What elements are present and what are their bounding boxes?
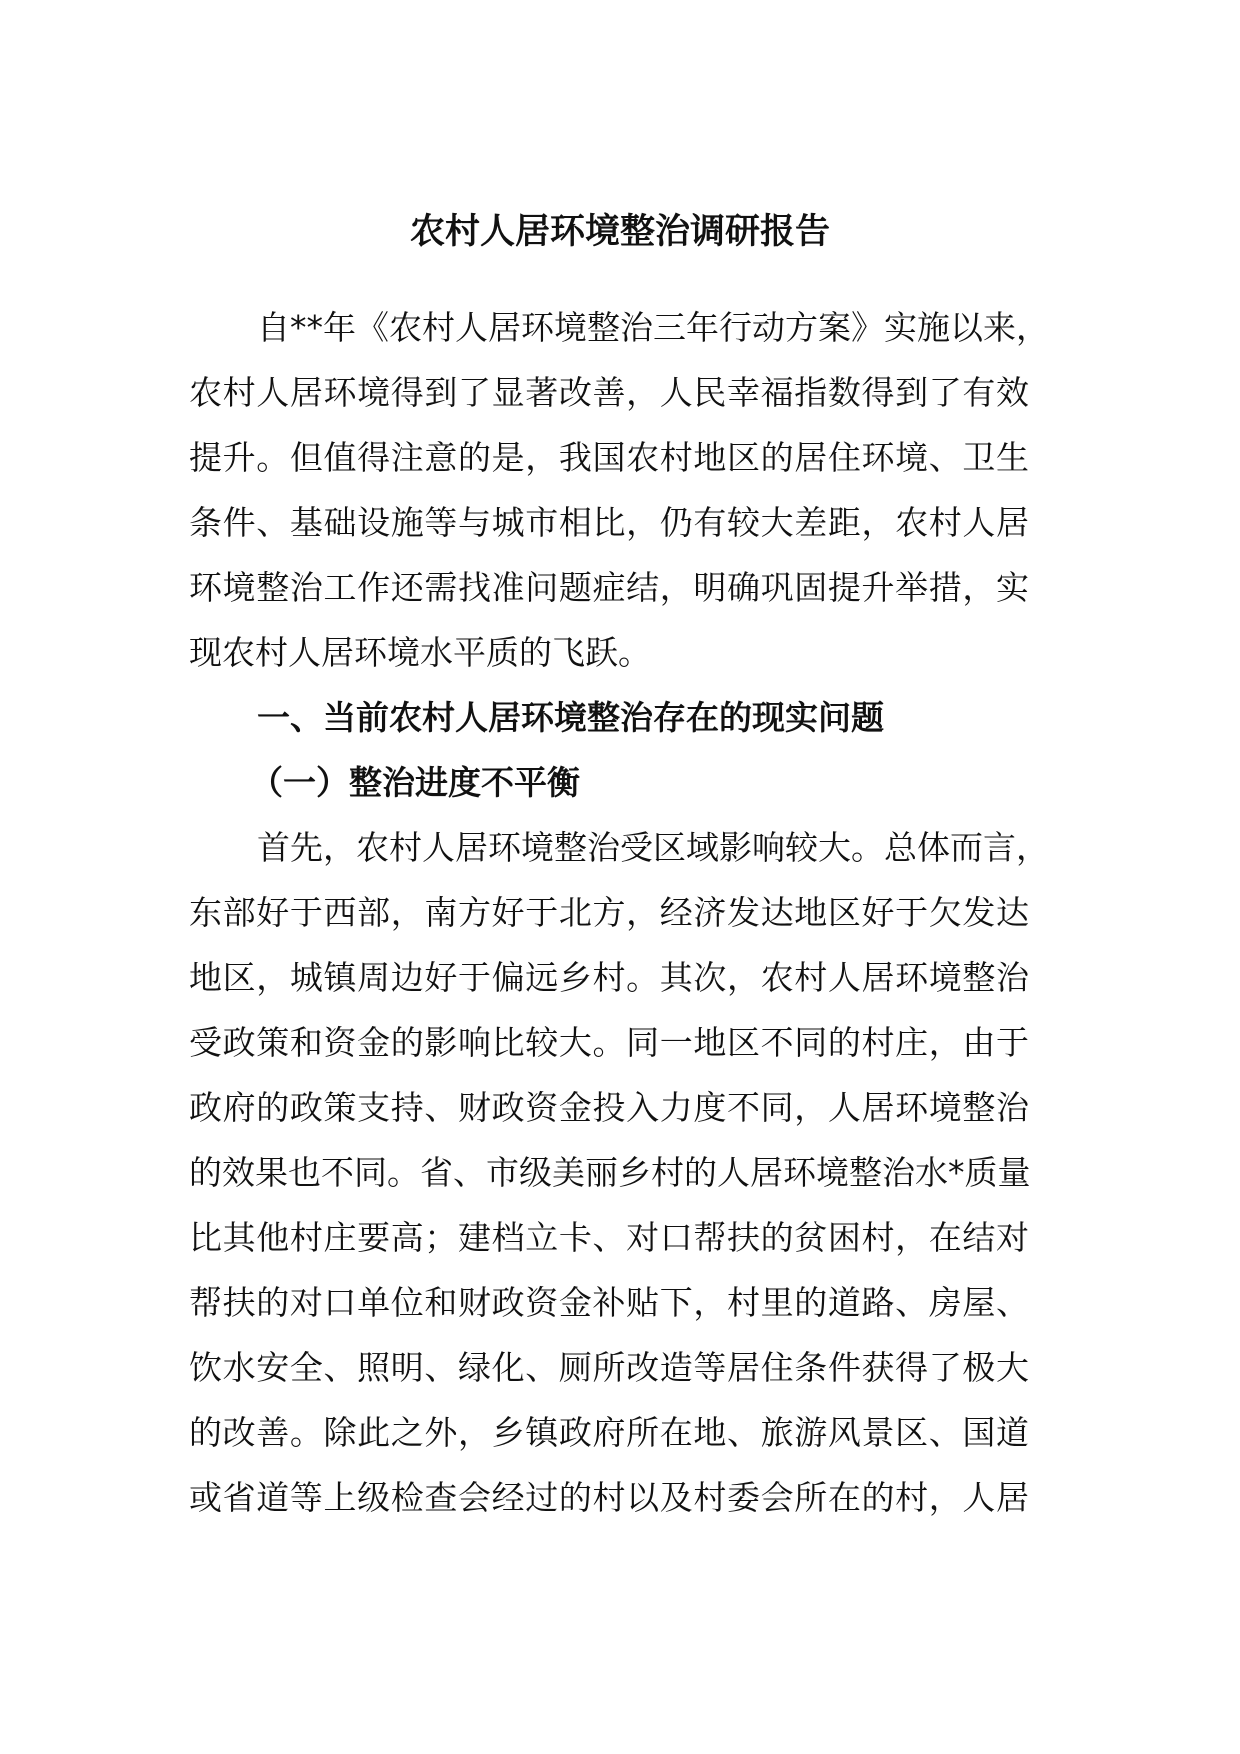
paragraph-line: 条件、基础设施等与城市相比，仍有较大差距，农村人居 xyxy=(189,503,1029,542)
paragraph-line: 提升。但值得注意的是，我国农村地区的居住环境、卫生 xyxy=(189,438,1029,477)
paragraph-line: 的改善。除此之外，乡镇政府所在地、旅游风景区、国道 xyxy=(189,1413,1029,1452)
paragraph-line: 地区，城镇周边好于偏远乡村。其次，农村人居环境整治 xyxy=(189,958,1029,997)
section-heading: 一、当前农村人居环境整治存在的现实问题 xyxy=(257,698,884,737)
paragraph-line: 首先，农村人居环境整治受区域影响较大。总体而言， xyxy=(257,828,1049,867)
paragraph-line: 比其他村庄要高；建档立卡、对口帮扶的贫困村，在结对 xyxy=(189,1218,1029,1257)
document-title: 农村人居环境整治调研报告 xyxy=(409,212,830,252)
paragraph-line: 政府的政策支持、财政资金投入力度不同，人居环境整治 xyxy=(189,1088,1029,1127)
paragraph-line: 环境整治工作还需找准问题症结，明确巩固提升举措，实 xyxy=(189,568,1029,607)
paragraph-line: 饮水安全、照明、绿化、厕所改造等居住条件获得了极大 xyxy=(189,1348,1029,1387)
paragraph-line: 受政策和资金的影响比较大。同一地区不同的村庄，由于 xyxy=(189,1023,1029,1062)
paragraph-line: 帮扶的对口单位和财政资金补贴下，村里的道路、房屋、 xyxy=(189,1283,1029,1322)
paragraph-line: 东部好于西部，南方好于北方，经济发达地区好于欠发达 xyxy=(189,893,1029,932)
paragraph-line: 农村人居环境得到了显著改善，人民幸福指数得到了有效 xyxy=(189,373,1029,412)
paragraph-line: 的效果也不同。省、市级美丽乡村的人居环境整治水*质量 xyxy=(189,1153,1031,1192)
paragraph-line: 或省道等上级检查会经过的村以及村委会所在的村，人居 xyxy=(189,1478,1029,1517)
paragraph-line: 自**年《农村人居环境整治三年行动方案》实施以来， xyxy=(257,308,1049,347)
subsection-heading: （一）整治进度不平衡 xyxy=(250,763,580,802)
paragraph-line: 现农村人居环境水平质的飞跃。 xyxy=(189,633,651,672)
